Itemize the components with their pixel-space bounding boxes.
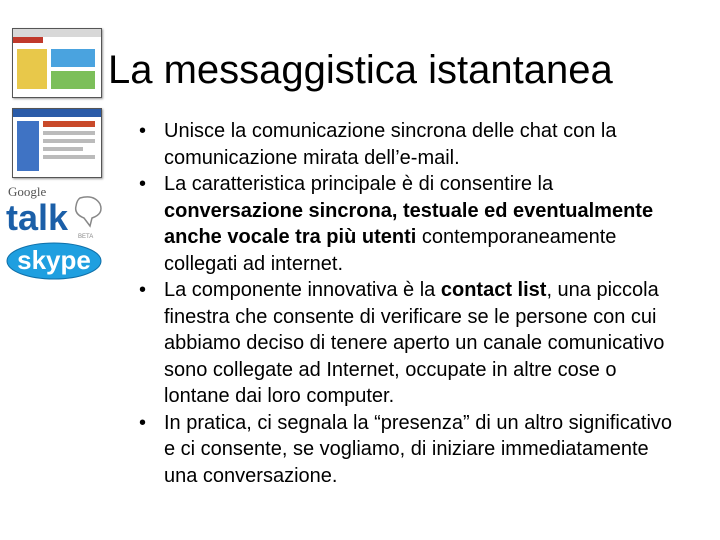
google-talk-logo-beta-text: BETA <box>78 234 94 240</box>
skype-logo <box>4 238 104 284</box>
bullet-item <box>139 118 676 171</box>
google-talk-logo <box>6 182 106 240</box>
bullet-text: La componente innovativa è la <box>164 279 441 301</box>
bullet-text-bold: contact list <box>440 279 547 301</box>
slide-title: La messaggistica istantanea <box>108 48 613 92</box>
bullet-marker: • <box>139 173 147 195</box>
google-talk-logo-google-text: Google <box>8 184 47 199</box>
bullet-marker: • <box>139 411 147 434</box>
bullet-marker: • <box>139 120 147 142</box>
bullet-text-bold: conversazione sincrona, testuale ed eventualmente anche vocale tra più utenti <box>164 199 654 248</box>
bullet-item <box>139 410 676 490</box>
messenger-screenshot-1 <box>12 28 102 98</box>
bullet-text: Unisce la comunicazione sincrona delle chat con la comunicazione mirata dell’e-mail. <box>164 120 617 169</box>
bullet-text: contemporaneamente collegati ad internet. <box>164 226 617 275</box>
bullet-list <box>139 118 676 489</box>
bullet-text: In pratica, ci segnala la “presenza” di un altro significativo e ci consente, se vogliamo, di iniziare immediatamente una conversazione. <box>164 411 673 487</box>
skype-logo-text: skype <box>17 245 91 275</box>
bullet-marker: • <box>139 279 147 301</box>
google-talk-logo-talk-text: talk <box>6 197 69 238</box>
bullet-item <box>139 277 676 410</box>
bullet-item <box>139 171 676 277</box>
bullet-text: La caratteristica principale è di consentire la <box>164 173 554 195</box>
messenger-screenshot-2 <box>12 108 102 178</box>
bullet-text: , una piccola finestra che consente di verificare se le persone con cui abbiamo deciso di tenere aperto un canale comunicativo sono collegate ad Internet, occupate in altre cose o lontane dai loro computer. <box>164 279 665 407</box>
